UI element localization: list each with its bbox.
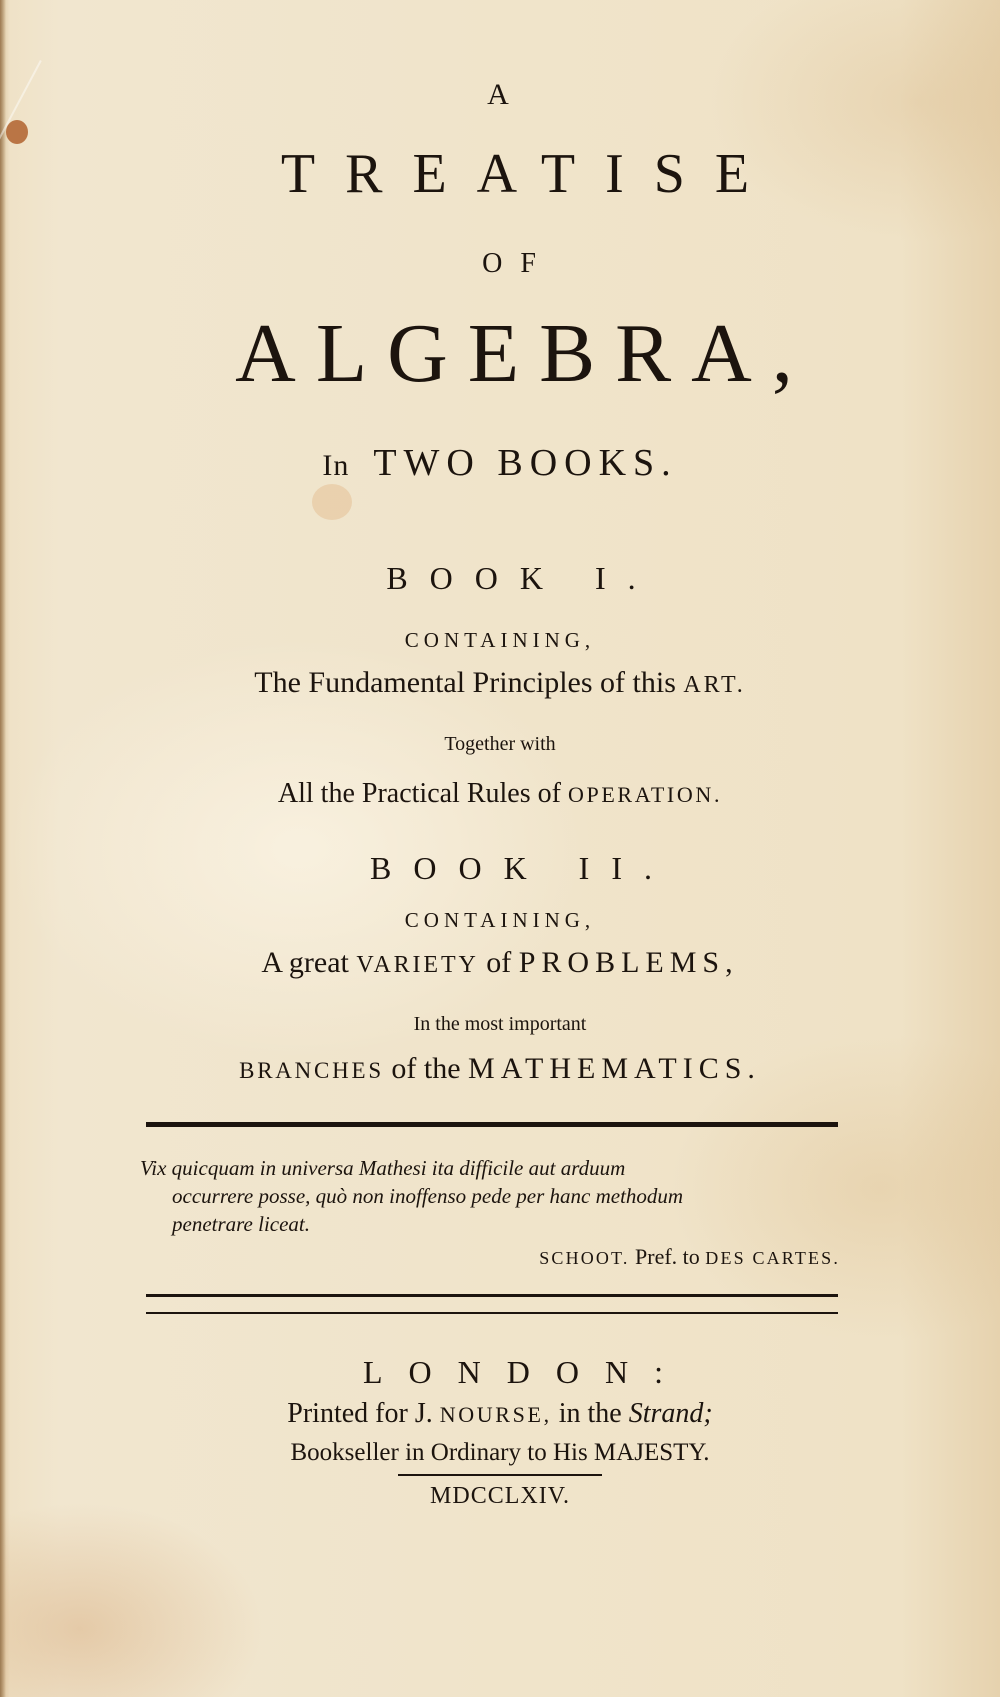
book2-in-most-important: In the most important — [413, 1013, 587, 1035]
year-rule — [398, 1474, 602, 1476]
imprint-printed-for: Printed for J. — [287, 1398, 433, 1429]
book2-containing: CONTAINING, — [404, 908, 596, 932]
imprint-city: LONDON: — [363, 1354, 689, 1390]
imprint-in-the: in the — [558, 1398, 622, 1429]
epigraph-line-3: penetrare liceat. — [172, 1212, 311, 1236]
book2-variety: VARIETY — [356, 952, 479, 978]
title-treatise: TREATISE — [280, 143, 780, 205]
book2-mathematics: MATHEMATICS. — [468, 1052, 761, 1085]
book2-of-the: of the — [391, 1052, 461, 1085]
book2-problems: PROBLEMS, — [518, 946, 739, 979]
book2-heading: BOOK II. — [370, 850, 674, 886]
water-stain — [312, 484, 352, 520]
attribution-schoot: SCHOOT. — [539, 1248, 630, 1268]
epigraph-line-2: occurrere posse, quò non inoffenso pede per hanc methodum — [172, 1184, 684, 1208]
title-in-two-books — [0, 444, 1000, 482]
book1-together-with: Together with — [444, 733, 556, 755]
book1-operation: OPERATION. — [567, 782, 723, 807]
imprint-strand: Strand; — [628, 1398, 713, 1429]
double-rule-top — [146, 1294, 838, 1297]
book2-of: of — [486, 946, 512, 979]
imprint-nourse: NOURSE, — [439, 1402, 552, 1427]
title-of: OF — [482, 248, 554, 279]
book2-branches: BRANCHES — [239, 1058, 384, 1083]
epigraph-line-1: Vix quicquam in universa Mathesi ita difficile aut arduum — [140, 1156, 626, 1180]
book2-branches-line — [0, 1054, 1000, 1084]
imprint-printed-line — [0, 1400, 1000, 1428]
thick-rule — [146, 1122, 838, 1127]
title-two-books: TWO BOOKS. — [373, 442, 678, 484]
title-article: A — [487, 78, 513, 111]
book1-principles-text: The Fundamental Principles of this — [254, 666, 676, 699]
attribution-pref: Pref. to — [635, 1244, 700, 1269]
book1-art: ART. — [683, 672, 746, 698]
book1-heading: BOOK I. — [386, 560, 658, 596]
imprint-bookseller: Bookseller in Ordinary to His MAJESTY. — [290, 1439, 710, 1466]
imprint-year: MDCCLXIV. — [430, 1483, 570, 1509]
book1-rules-line — [0, 780, 1000, 808]
book2-problems-line — [0, 948, 1000, 978]
attribution-des-cartes: DES CARTES. — [705, 1248, 840, 1268]
foxing-stain — [6, 120, 28, 144]
book1-principles-line — [0, 668, 1000, 698]
title-subject: ALGEBRA, — [235, 307, 813, 400]
book1-containing: CONTAINING, — [404, 628, 596, 652]
epigraph-attribution — [539, 1246, 840, 1268]
double-rule-bottom — [146, 1312, 838, 1314]
title-in: In — [322, 449, 350, 482]
book2-great: A great — [261, 946, 349, 979]
book1-rules-text: All the Practical Rules of — [277, 778, 561, 809]
